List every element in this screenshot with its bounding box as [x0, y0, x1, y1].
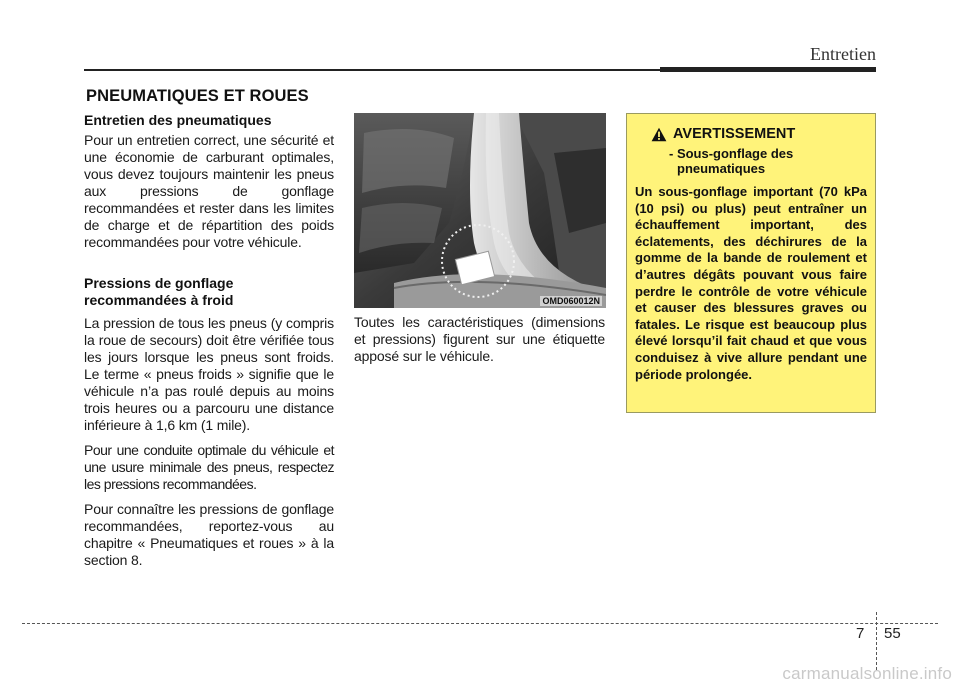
paragraph-label-info: Toutes les caractéristiques (dimensions et pressions) figurent sur une étiquette apposé sur le véhicule.: [354, 314, 605, 364]
spacer: [84, 259, 334, 275]
header-rule: [84, 69, 660, 71]
warning-triangle-icon: [651, 127, 667, 142]
page-number: 55: [884, 625, 901, 642]
warning-box: [626, 113, 876, 413]
watermark: carmanualsonline.info: [782, 664, 952, 683]
section-title: PNEUMATIQUES ET ROUES: [86, 87, 309, 105]
paragraph-refer-section: Pour connaître les pressions de gonflage recommandées, reportez-vous au chapitre « Pneumatiques et roues » à la section 8.: [84, 501, 334, 568]
tire-label-photo: [354, 113, 606, 308]
middle-column: [354, 314, 605, 365]
footer-rule: [22, 623, 938, 624]
paragraph-maintenance: Pour un entretien correct, une sécurité et une économie de carburant optimales, vous devez toujours maintenir les pneus aux pressions de gonflage recommandées et rester dans les limites de charge et de répartition des poids recommandées pour votre véhicule.: [84, 132, 334, 250]
heading-cold-pressures: Pressions de gonflage recommandées à froid: [84, 275, 234, 308]
left-column: [84, 112, 334, 577]
figure-code: OMD060012N: [542, 296, 600, 306]
warning-body: Un sous-gonflage important (70 kPa (10 psi) ou plus) peut entraîner un échauffement important, des éclatements, des déchirures de la gomme de la bande de roulement et d’autres dégâts pouvant vous faire perdre le contrôle de votre véhicule et causer des blessures graves ou fatales. Le risque est beaucoup plus élevé lorsqu’il fait chaud et que vous conduisez à vive allure pendant une période prolongée.: [635, 184, 867, 382]
chapter-number: 7: [856, 625, 865, 642]
header-bar: [660, 67, 876, 72]
warning-subtitle: - Sous-gonflage des pneumatiques: [669, 146, 794, 176]
footer-divider: [876, 612, 877, 670]
warning-header: [651, 124, 867, 144]
warning-title: AVERTISSEMENT: [673, 126, 796, 142]
door-pillar-illustration: [354, 113, 606, 308]
header-title: Entretien: [810, 44, 876, 64]
paragraph-cold-check: La pression de tous les pneus (y compris la roue de secours) doit être vérifiée tous les jours lorsque les pneus sont froids. Le terme « pneus froids » signifie que le véhicule n’a pas roulé depuis au moins trois heures ou a parcouru une distance inférieure à 1,6 km (1 mile).: [84, 315, 334, 433]
paragraph-optimal-driving: Pour une conduite optimale du véhicule et une usure minimale des pneus, respectez les pressions recommandées.: [84, 442, 334, 492]
heading-tire-maintenance: Entretien des pneumatiques: [84, 112, 272, 128]
